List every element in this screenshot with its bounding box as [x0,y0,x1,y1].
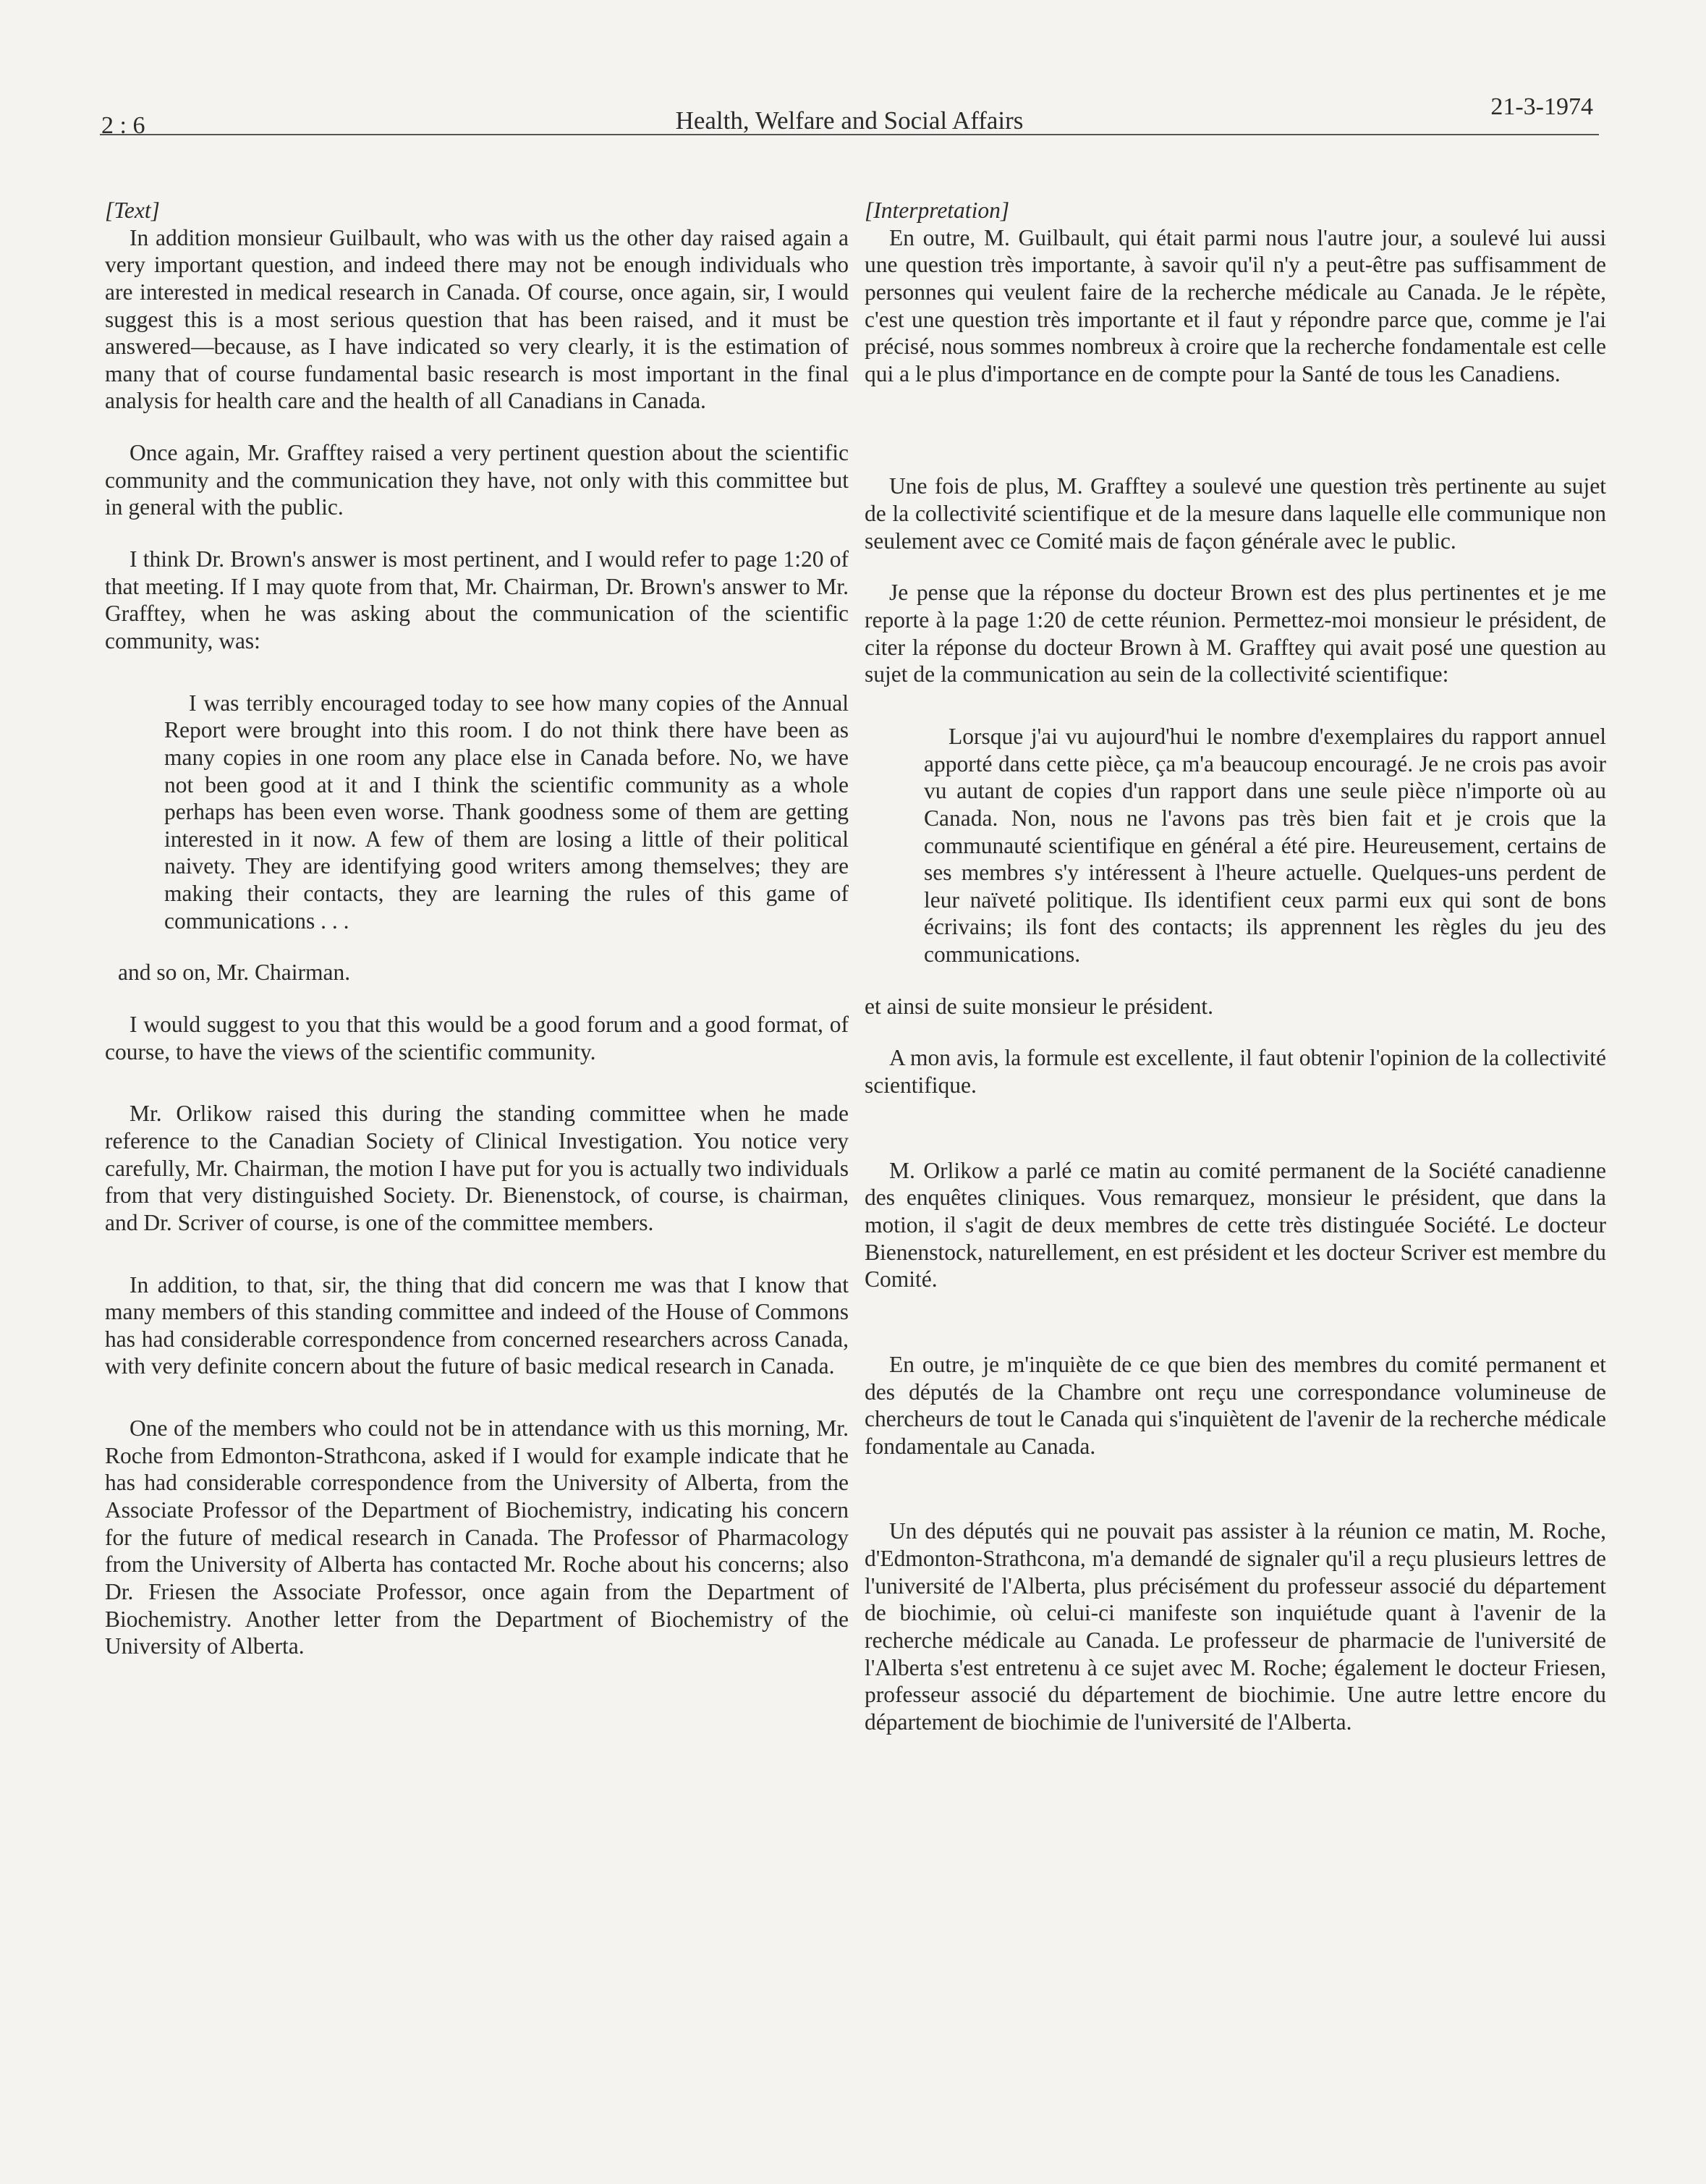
text-section-tag: [Text] [105,198,160,223]
header-date: 21-3-1974 [1490,93,1593,120]
paragraph: and so on, Mr. Chairman. [118,960,351,986]
paragraph: Je pense que la réponse du docteur Brown est des plus pertinentes et je me reporte à la page 1:20 de cette réunion. Permettez-moi monsieur le président, de citer la réponse du docteur Brown à M. Grafftey qui avait posé une question au sujet de la communication au sein de la collectivité scientifique: [865,580,1606,687]
english-column [105,197,849,1660]
paragraph: Une fois de plus, M. Grafftey a soulevé une question très pertinente au sujet de la collectivité scientifique et de la mesure dans laquelle elle communique non seulement avec ce Comité mais de façon générale avec le public. [865,473,1606,554]
page-number: 2 : 6 [101,112,145,139]
quoted-paragraph: I was terribly encouraged today to see how many copies of the Annual Report were brought into this room. I do not think there have been as many copies in one room any place else in Canada before. No, we have not been good at it and I think the scientific community as a whole perhaps has been even worse. Thank goodness some of them are getting interested in it now. A few of them are losing a little of their political naivety. They are identifying good writers among themselves; they are making their contacts, they are learning the rules of this game of communications . . . [164,690,849,934]
paragraph: En outre, M. Guilbault, qui était parmi nous l'autre jour, a soulevé lui aussi une question très importante, à savoir qu'il n'y a peut-être pas suffisamment de personnes qui veulent faire de la recherche médicale au Canada. Je le répète, c'est une question très importante et il faut y répondre parce que, comme je l'ai précisé, nous sommes nombreux à croire que la recherche fondamentale est celle qui a le plus d'importance en de compte pour la Santé de tous les Canadiens. [865,224,1606,386]
paragraph: One of the members who could not be in attendance with us this morning, Mr. Roche from Edmonton-Strathcona, asked if I would for example indicate that he has had considerable correspondence from the University of Alberta, from the Associate Professor of the Department of Biochemistry, indicating his concern for the future of medical research in Canada. The Professor of Pharmacology from the University of Alberta has contacted Mr. Roche about his concerns; also Dr. Friesen the Associate Professor, once again from the Department of Biochemistry. Another letter from the Department of Biochemistry of the University of Alberta. [105,1415,849,1659]
paragraph: En outre, je m'inquiète de ce que bien des membres du comité permanent et des députés de la Chambre ont reçu une correspondance volumineuse de chercheurs de tout le Canada qui s'inquiètent de l'avenir de la recherche médicale fondamentale au Canada. [865,1351,1606,1459]
paragraph: In addition, to that, sir, the thing that did concern me was that I know that many members of this standing committee and indeed of the House of Commons has had considerable correspondence from concerned researchers across Canada, with very definite concern about the future of basic medical research in Canada. [105,1271,849,1379]
paragraph: In addition monsieur Guilbault, who was with us the other day raised again a very important question, and indeed there may not be enough individuals who are interested in medical research in Canada. Of course, once again, sir, I would suggest this is a most serious question that has been raised, and it must be answered—because, as I have indicated so very clearly, it is the estimation of many that of course fundamental basic research is most important in the final analysis for health care and the health of all Canadians in Canada. [105,224,849,414]
quoted-paragraph: Lorsque j'ai vu aujourd'hui le nombre d'exemplaires du rapport annuel apporté dans cette pièce, ça m'a beaucoup encouragé. Je ne crois pas avoir vu autant de copies d'un rapport dans une seule pièce n'importe où au Canada. Non, nous ne l'avons pas très bien fait et je crois que la communauté scientifique en général a été pire. Heureusement, certains de ses membres s'y intéressent à l'heure actuelle. Quelques-uns perdent de leur naïveté politique. Ils identifient ceux parmi eux qui sont de bons écrivains; ils font des contacts; ils apprennent les règles du jeu des communications. [924,723,1606,968]
paragraph: Mr. Orlikow raised this during the standing committee when he made reference to the Canadian Society of Clinical Investigation. You notice very carefully, Mr. Chairman, the motion I have put for you is actually two individuals from that very distinguished Society. Dr. Bienenstock, of course, is chairman, and Dr. Scriver of course, is one of the committee members. [105,1101,849,1235]
paragraph: I would suggest to you that this would be a good forum and a good format, of course, to have the views of the scientific community. [105,1012,849,1065]
paragraph: et ainsi de suite monsieur le président. [865,993,1214,1019]
page-header [100,90,1599,139]
paragraph: M. Orlikow a parlé ce matin au comité permanent de la Société canadienne des enquêtes cliniques. Vous remarquez, monsieur le président, que dans la motion, il s'agit de deux membres de cette très distinguée Société. Le docteur Bienenstock, naturellement, en est président et les docteur Scriver est membre du Comité. [865,1157,1606,1292]
french-column [865,197,1606,1736]
paragraph: A mon avis, la formule est excellente, il faut obtenir l'opinion de la collectivité scientifique. [865,1045,1606,1099]
running-title: Health, Welfare and Social Affairs [675,106,1024,135]
interpretation-section-tag: [Interpretation] [865,198,1010,223]
paragraph: I think Dr. Brown's answer is most pertinent, and I would refer to page 1:20 of that meeting. If I may quote from that, Mr. Chairman, Dr. Brown's answer to Mr. Grafftey, when he was asking about the communication of the scientific community, was: [105,546,849,653]
quotation [164,690,849,935]
paragraph: Once again, Mr. Grafftey raised a very pertinent question about the scientific community and the communication they have, not only with this committee but in general with the public. [105,440,849,520]
paragraph: Un des députés qui ne pouvait pas assister à la réunion ce matin, M. Roche, d'Edmonton-Strathcona, m'a demandé de signaler qu'il a reçu plusieurs lettres de l'université de l'Alberta, plus précisément du professeur associé du département de biochimie, où celui-ci manifeste son inquiétude quant à l'avenir de la recherche médicale au Canada. Le professeur de pharmacie de l'université de l'Alberta s'est entretenu à ce sujet avec M. Roche; également le docteur Friesen, professeur associé du département de biochimie. Une autre lettre encore du département de biochimie de l'université de l'Alberta. [865,1518,1606,1735]
quotation [924,723,1606,968]
